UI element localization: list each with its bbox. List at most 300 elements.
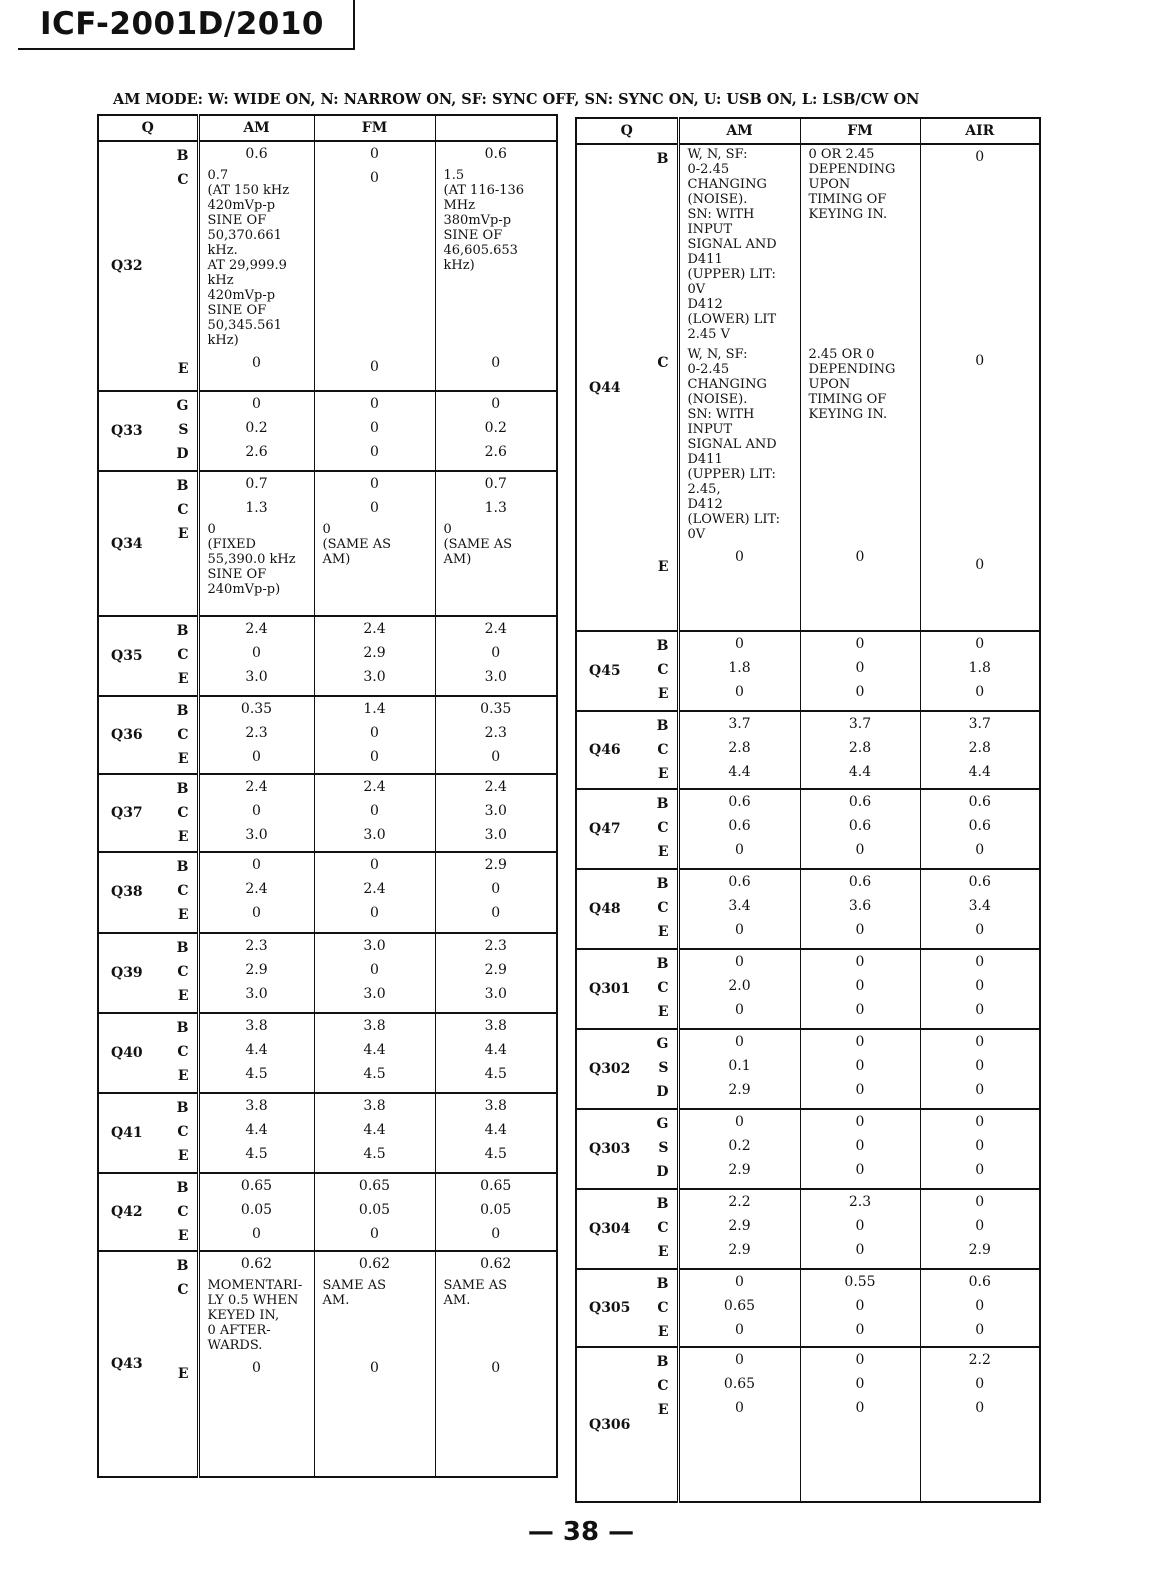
fm-value-cell [800, 1189, 920, 1269]
transistor-group [576, 949, 1040, 1029]
transistor-group [98, 933, 557, 1013]
value-text: 2.9 [245, 961, 268, 978]
value-text: 0.6 [728, 794, 751, 810]
third-value-cell [920, 631, 1040, 711]
pin-label: E [657, 924, 669, 940]
value-text: 0.6 [968, 794, 991, 810]
transistor-label: Q46 [589, 742, 621, 758]
q-cell [576, 1029, 678, 1109]
third-value-cell [435, 774, 557, 852]
pin-label: D [656, 1164, 669, 1180]
pin-label: C [657, 742, 669, 758]
pin-label: E [177, 751, 189, 768]
fm-value-cell [800, 789, 920, 869]
value-text: 0.65 [723, 1298, 756, 1314]
transistor-group [98, 141, 557, 391]
value-text: 0 [855, 1162, 865, 1178]
value-text: 0 [370, 476, 379, 493]
fm-value-cell [314, 774, 435, 852]
value-text: 0 [855, 954, 865, 970]
am-value-cell [678, 949, 800, 1029]
value-text: 0 [975, 954, 985, 970]
value-text: 0.05 [358, 1201, 391, 1218]
value-text: 3.0 [245, 827, 268, 844]
q-cell [576, 869, 678, 949]
fm-value-cell [800, 1347, 920, 1502]
value-text: 0.2 [484, 420, 507, 437]
value-text: 4.4 [245, 1041, 268, 1058]
value-text: 0.6 [245, 146, 268, 162]
value-text: 0.65 [480, 1177, 512, 1194]
value-text: 2.9 [728, 1162, 751, 1178]
transistor-group [576, 1347, 1040, 1502]
pin-label: C [177, 1123, 189, 1140]
pin-label: B [176, 939, 189, 956]
value-text: 2.2 [968, 1352, 991, 1368]
q-cell [98, 141, 198, 391]
value-text: 0 [975, 1058, 985, 1074]
value-text: 0 [370, 749, 379, 766]
value-text: 0 [252, 355, 261, 371]
value-text: 3.4 [968, 898, 991, 914]
third-value-cell [435, 391, 557, 471]
fm-value-cell [314, 471, 435, 616]
value-text: 0 [491, 396, 501, 413]
value-text: 0 [975, 1082, 985, 1098]
value-text [436, 516, 557, 600]
value-text [315, 516, 435, 600]
am-value-cell [678, 144, 800, 631]
fm-value-cell [314, 696, 435, 774]
pin-label: S [658, 1140, 669, 1156]
q-cell [98, 1251, 198, 1477]
fm-value-cell [800, 1109, 920, 1189]
transistor-group [98, 391, 557, 471]
value-text: 2.4 [363, 621, 386, 638]
value-text: 2.8 [728, 740, 751, 756]
transistor-label: Q36 [111, 727, 143, 744]
value-text: 2.9 [363, 645, 386, 662]
value-text: 0 [975, 1218, 985, 1234]
pin-label: C [177, 172, 189, 188]
value-text: 0 [735, 842, 744, 858]
value-text [200, 162, 314, 351]
pin-label: E [177, 1067, 189, 1084]
pin-label: B [176, 623, 189, 640]
value-text: 0 [975, 353, 985, 369]
pin-label: C [177, 1281, 189, 1298]
value-text: 3.0 [363, 669, 386, 686]
pin-label: S [658, 1060, 669, 1076]
value-text: 2.4 [245, 779, 268, 796]
value-text: 0 [975, 1114, 985, 1130]
fm-value-cell [314, 391, 435, 471]
value-text: 0 [735, 1274, 744, 1290]
am-value-cell [678, 789, 800, 869]
value-text: 0 [735, 1034, 744, 1050]
transistor-group [576, 711, 1040, 789]
third-value-cell [920, 1347, 1040, 1502]
value-text: 2.9 [728, 1242, 751, 1258]
value-text: 0 [735, 549, 744, 565]
pin-label: B [656, 1196, 669, 1212]
value-text: 0 [975, 684, 985, 700]
model-header-box [18, 0, 355, 50]
value-text: 4.4 [363, 1041, 386, 1058]
value-text: 0.65 [723, 1376, 756, 1392]
fm-value-cell [314, 1093, 435, 1173]
value-text: 4.5 [245, 1145, 268, 1162]
value-text: 0 [855, 1322, 865, 1338]
am-value-cell [678, 631, 800, 711]
transistor-label: Q38 [111, 884, 143, 901]
value-text: 0.6 [968, 1274, 991, 1290]
am-value-cell [678, 1189, 800, 1269]
value-text: 0 [370, 500, 379, 517]
transistor-label: Q41 [111, 1124, 143, 1141]
pin-label: B [176, 478, 189, 495]
pin-label: E [657, 686, 669, 702]
value-text: 0 [735, 1114, 744, 1130]
pin-label: E [177, 907, 189, 924]
value-text: 0 [370, 444, 379, 461]
pin-label: C [657, 1220, 669, 1236]
value-text: 0 [975, 1298, 985, 1314]
transistor-group [98, 852, 557, 932]
pin-label: G [656, 1116, 669, 1132]
value-text [801, 341, 920, 545]
value-text: 0 [252, 749, 261, 766]
value-text: 3.0 [484, 803, 507, 820]
transistor-label: Q302 [589, 1061, 631, 1077]
value-text: 0 [252, 857, 261, 874]
pin-label: E [657, 1324, 669, 1340]
fm-value-cell [800, 1029, 920, 1109]
pin-label: G [656, 1036, 669, 1052]
value-note: W, N, SF: 0-2.45 CHANGING (NOISE). SN: WITH INPUT SIGNAL AND D411 (UPPER) LIT: 0V D412 (LOWER) LIT 2.45 V [687, 147, 777, 342]
pin-label: B [656, 1276, 669, 1292]
value-text: 0 [252, 905, 261, 922]
value-text: 2.3 [245, 937, 268, 954]
pin-label: B [656, 796, 669, 812]
value-text: 0 [975, 557, 985, 573]
value-text: 3.4 [728, 898, 751, 914]
pin-label: C [177, 502, 189, 519]
value-text: 2.4 [484, 779, 507, 796]
value-text: 0.65 [358, 1177, 391, 1194]
pin-label: B [176, 781, 189, 798]
fm-value-cell [800, 144, 920, 631]
transistor-group [576, 631, 1040, 711]
q-cell [98, 471, 198, 616]
q-cell [576, 1189, 678, 1269]
am-value-cell [198, 471, 314, 616]
am-value-cell [198, 616, 314, 696]
transistor-label: Q40 [111, 1044, 143, 1061]
value-note: 2.45 OR 0 DEPENDING UPON TIMING OF KEYING IN. [808, 347, 896, 422]
transistor-label: Q303 [589, 1141, 631, 1157]
pin-label: E [177, 526, 189, 543]
value-text: 0 [491, 1225, 501, 1242]
am-value-cell [198, 391, 314, 471]
value-text: 0 [855, 1034, 865, 1050]
col-header-am: AM [678, 118, 800, 144]
transistor-label: Q304 [589, 1221, 631, 1237]
value-text: 0 [735, 684, 744, 700]
am-value-cell [678, 869, 800, 949]
value-note: SAME AS AM. [322, 1277, 387, 1308]
value-text: 0 [491, 355, 501, 371]
third-value-cell [435, 1013, 557, 1093]
transistor-group [576, 1269, 1040, 1347]
value-text: 0 [370, 803, 379, 820]
value-text: 4.4 [848, 764, 872, 780]
value-text: 3.0 [484, 669, 507, 686]
value-note: 0 (SAME AS AM) [322, 522, 392, 568]
value-text: 0 [855, 636, 865, 652]
transistor-label: Q32 [111, 258, 143, 275]
value-text: 0 [370, 170, 379, 186]
transistor-group [576, 1109, 1040, 1189]
value-text: 0.2 [728, 1138, 751, 1154]
pin-label: B [176, 859, 189, 876]
value-text: 3.8 [363, 1017, 386, 1034]
value-text: 0.35 [240, 701, 273, 718]
pin-label: C [657, 900, 669, 916]
value-text: 0 [370, 725, 379, 742]
pin-label: C [657, 1300, 669, 1316]
transistor-group [576, 789, 1040, 869]
value-text: 1.8 [728, 660, 751, 676]
q-cell [576, 949, 678, 1029]
pin-label: E [177, 829, 189, 846]
pin-label: E [657, 844, 669, 860]
pin-label: G [176, 398, 189, 415]
value-text: 3.8 [484, 1017, 507, 1034]
pin-label: C [657, 980, 669, 996]
value-text: 0 [975, 922, 985, 938]
value-text: 0 [855, 660, 865, 676]
value-text [200, 516, 314, 600]
value-text: 2.9 [484, 961, 507, 978]
third-value-cell [435, 933, 557, 1013]
pin-label: E [177, 1365, 189, 1382]
value-text: 3.8 [363, 1097, 386, 1114]
value-text: 3.7 [968, 716, 991, 732]
value-text: 0 [370, 359, 379, 375]
pin-label: E [177, 987, 189, 1004]
value-text: 0 [370, 1225, 379, 1242]
value-text: 0 [975, 1034, 985, 1050]
am-value-cell [198, 933, 314, 1013]
model-title: ICF-2001D/2010 [40, 6, 324, 42]
value-text: 0 [735, 1352, 744, 1368]
value-text: 0 [855, 549, 865, 565]
value-text: 0.05 [480, 1201, 512, 1218]
fm-value-cell [314, 1251, 435, 1477]
am-value-cell [678, 1347, 800, 1502]
pin-label: E [177, 1147, 189, 1164]
value-text: 0.55 [844, 1274, 876, 1290]
transistor-group [98, 774, 557, 852]
col-header-fm: FM [314, 115, 435, 141]
value-text: 4.5 [484, 1065, 507, 1082]
value-text: 3.7 [848, 716, 872, 732]
third-value-cell [435, 616, 557, 696]
q-cell [98, 774, 198, 852]
pin-label: B [656, 1354, 669, 1370]
pin-label: B [176, 1019, 189, 1036]
value-text: 2.9 [968, 1242, 991, 1258]
value-text: 0 [975, 1162, 985, 1178]
am-value-cell [678, 1269, 800, 1347]
pin-label: C [177, 1043, 189, 1060]
transistor-label: Q301 [589, 981, 631, 997]
value-text: 0 [370, 396, 379, 413]
transistor-label: Q39 [111, 964, 143, 981]
transistor-group [98, 1251, 557, 1477]
am-value-cell [198, 1013, 314, 1093]
fm-value-cell [800, 869, 920, 949]
value-text: 3.0 [245, 669, 268, 686]
value-text: 2.8 [848, 740, 872, 756]
value-text: 0.7 [245, 476, 268, 493]
transistor-group [98, 471, 557, 616]
col-header-am: AM [198, 115, 314, 141]
value-text: 3.8 [245, 1097, 268, 1114]
value-text: 0 [855, 1114, 865, 1130]
value-note: 0 OR 2.45 DEPENDING UPON TIMING OF KEYING IN. [808, 147, 896, 222]
transistor-group [98, 616, 557, 696]
value-text: 0.62 [358, 1255, 391, 1272]
pin-label: B [656, 151, 669, 167]
fm-value-cell [800, 711, 920, 789]
pin-label: B [656, 718, 669, 734]
value-text: 0 [855, 1242, 865, 1258]
col-header-q: Q [576, 118, 678, 144]
value-text: 4.4 [363, 1121, 386, 1138]
q-cell [576, 1109, 678, 1189]
third-value-cell [920, 949, 1040, 1029]
q-cell [98, 1173, 198, 1251]
col-header-blank [435, 115, 557, 141]
q-cell [576, 631, 678, 711]
value-text: 2.8 [968, 740, 991, 756]
value-text: 2.3 [484, 937, 507, 954]
am-value-cell [198, 1173, 314, 1251]
value-text: 1.3 [484, 500, 507, 517]
value-text: 0 [855, 684, 865, 700]
value-text: 0.6 [848, 874, 872, 890]
pin-label: E [657, 1244, 669, 1260]
value-text: 0.35 [480, 701, 512, 718]
third-value-cell [435, 141, 557, 391]
value-note: MOMENTARI- LY 0.5 WHEN KEYED IN, 0 AFTER- WARDS. [207, 1277, 303, 1353]
value-text: 0 [252, 396, 261, 413]
pin-label: C [177, 727, 189, 744]
value-text: 0 [735, 922, 744, 938]
value-text: 3.0 [484, 985, 507, 1002]
pin-label: C [177, 805, 189, 822]
value-text: 2.6 [245, 444, 268, 461]
transistor-label: Q45 [589, 663, 621, 679]
transistor-group [98, 696, 557, 774]
value-text: 2.9 [728, 1218, 751, 1234]
pin-label: B [176, 703, 189, 720]
pin-label: C [177, 883, 189, 900]
fm-value-cell [800, 631, 920, 711]
value-text: 1.8 [968, 660, 991, 676]
third-value-cell [435, 696, 557, 774]
transistor-label: Q44 [589, 379, 621, 396]
pin-label: C [657, 355, 669, 371]
fm-value-cell [314, 852, 435, 932]
value-note: SAME AS AM. [443, 1277, 508, 1308]
value-text: 0 [975, 1400, 985, 1416]
value-text [436, 1272, 557, 1356]
third-value-cell [920, 869, 1040, 949]
value-text: 0 [491, 881, 501, 898]
third-value-cell [920, 1189, 1040, 1269]
value-text: 2.3 [245, 725, 268, 742]
value-text: 0 [855, 842, 865, 858]
value-text: 3.0 [245, 985, 268, 1002]
value-text: 0 [491, 905, 501, 922]
value-text: 0.6 [484, 146, 507, 162]
value-note: 1.5 (AT 116-136 MHz 380mVp-p SINE OF 46,605.653 kHz) [443, 168, 525, 273]
value-text: 4.4 [484, 1041, 507, 1058]
transistor-group [576, 1029, 1040, 1109]
value-text: 3.0 [363, 937, 386, 954]
pin-label: E [177, 1227, 189, 1244]
am-mode-legend: AM MODE: W: WIDE ON, N: NARROW ON, SF: SYNC OFF, SN: SYNC ON, U: USB ON, L: LSB/CW ON [113, 91, 920, 108]
pin-label: E [657, 1402, 669, 1418]
fm-value-cell [314, 616, 435, 696]
value-text: 4.5 [245, 1065, 268, 1082]
third-value-cell [435, 1251, 557, 1477]
value-text: 0 [855, 1138, 865, 1154]
col-header-fm: FM [800, 118, 920, 144]
transistor-label: Q306 [589, 1416, 631, 1433]
pin-label: E [177, 361, 189, 377]
transistor-label: Q37 [111, 805, 143, 822]
col-header-q: Q [98, 115, 198, 141]
value-text: 0 [491, 1359, 501, 1376]
fm-value-cell [800, 1269, 920, 1347]
value-text: 0 [975, 842, 985, 858]
am-value-cell [198, 141, 314, 391]
value-text: 2.4 [363, 881, 386, 898]
q-cell [576, 1269, 678, 1347]
value-text: 0 [252, 803, 261, 820]
value-text [680, 141, 800, 345]
value-text [315, 1272, 435, 1356]
q-cell [576, 711, 678, 789]
value-text: 2.9 [728, 1082, 751, 1098]
am-value-cell [198, 1251, 314, 1477]
pin-label: D [176, 446, 189, 463]
value-text: 0 [370, 420, 379, 437]
value-text: 0.1 [728, 1058, 751, 1074]
third-value-cell [920, 789, 1040, 869]
third-value-cell [435, 852, 557, 932]
value-text: 3.0 [363, 985, 386, 1002]
q-cell [98, 616, 198, 696]
value-text: 0 [855, 1082, 865, 1098]
value-text: 0 [975, 1194, 985, 1210]
value-text: 0 [252, 645, 261, 662]
third-value-cell [435, 1173, 557, 1251]
